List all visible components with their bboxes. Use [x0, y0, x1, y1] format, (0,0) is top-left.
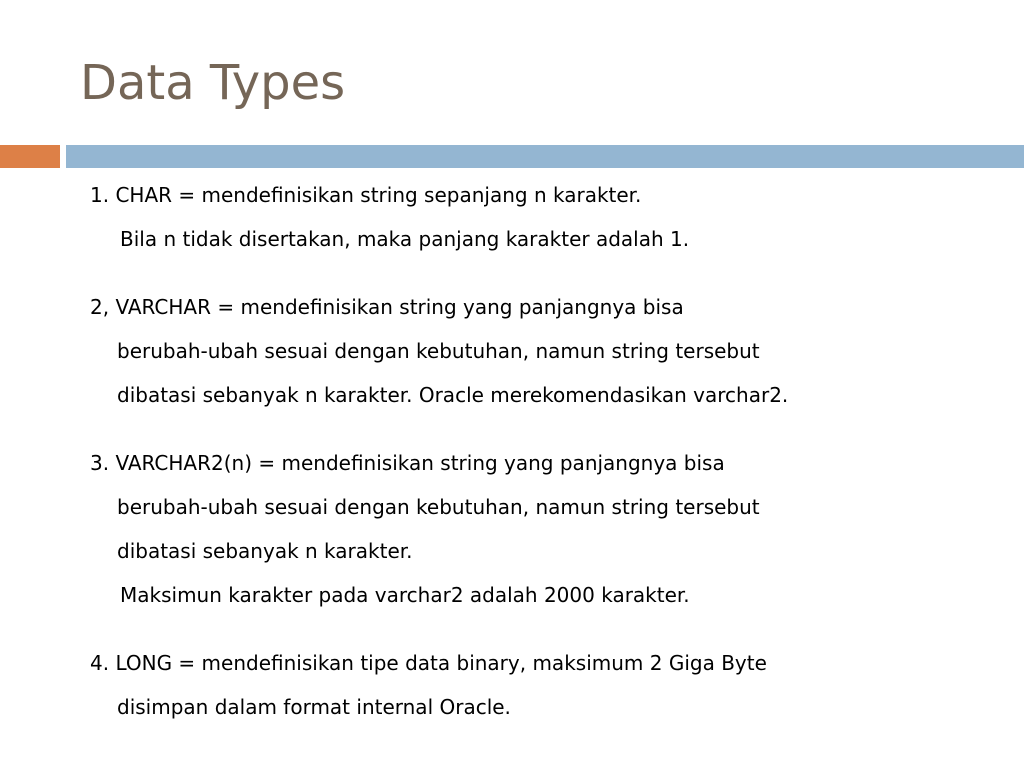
item-line: Bila n tidak disertakan, maka panjang karakter adalah 1.	[120, 227, 690, 251]
spacer	[90, 266, 990, 290]
slide-title: Data Types	[80, 55, 346, 111]
list-item-char	[90, 178, 990, 266]
item-line: dibatasi sebanyak n karakter.	[117, 539, 413, 563]
accent-bar-orange	[0, 145, 60, 168]
spacer	[90, 622, 990, 646]
item-line: berubah-ubah sesuai dengan kebutuhan, namun string tersebut	[117, 495, 760, 519]
item-line: 3. VARCHAR2(n) = mendefinisikan string yang panjangnya bisa	[90, 451, 725, 475]
list-item-long	[90, 646, 990, 734]
accent-bar-blue	[66, 145, 1024, 168]
item-line: dibatasi sebanyak n karakter. Oracle merekomendasikan varchar2.	[117, 383, 789, 407]
spacer	[90, 422, 990, 446]
item-line: berubah-ubah sesuai dengan kebutuhan, namun string tersebut	[117, 339, 760, 363]
slide-body	[90, 178, 990, 734]
list-item-varchar2	[90, 446, 990, 622]
item-line: 4. LONG = mendefinisikan tipe data binary, maksimum 2 Giga Byte	[90, 651, 767, 675]
item-line: 1. CHAR = mendefinisikan string sepanjang n karakter.	[90, 183, 642, 207]
list-item-varchar	[90, 290, 990, 422]
item-line: disimpan dalam format internal Oracle.	[117, 695, 511, 719]
item-line: Maksimun karakter pada varchar2 adalah 2000 karakter.	[120, 583, 690, 607]
item-line: 2, VARCHAR = mendefinisikan string yang panjangnya bisa	[90, 295, 684, 319]
